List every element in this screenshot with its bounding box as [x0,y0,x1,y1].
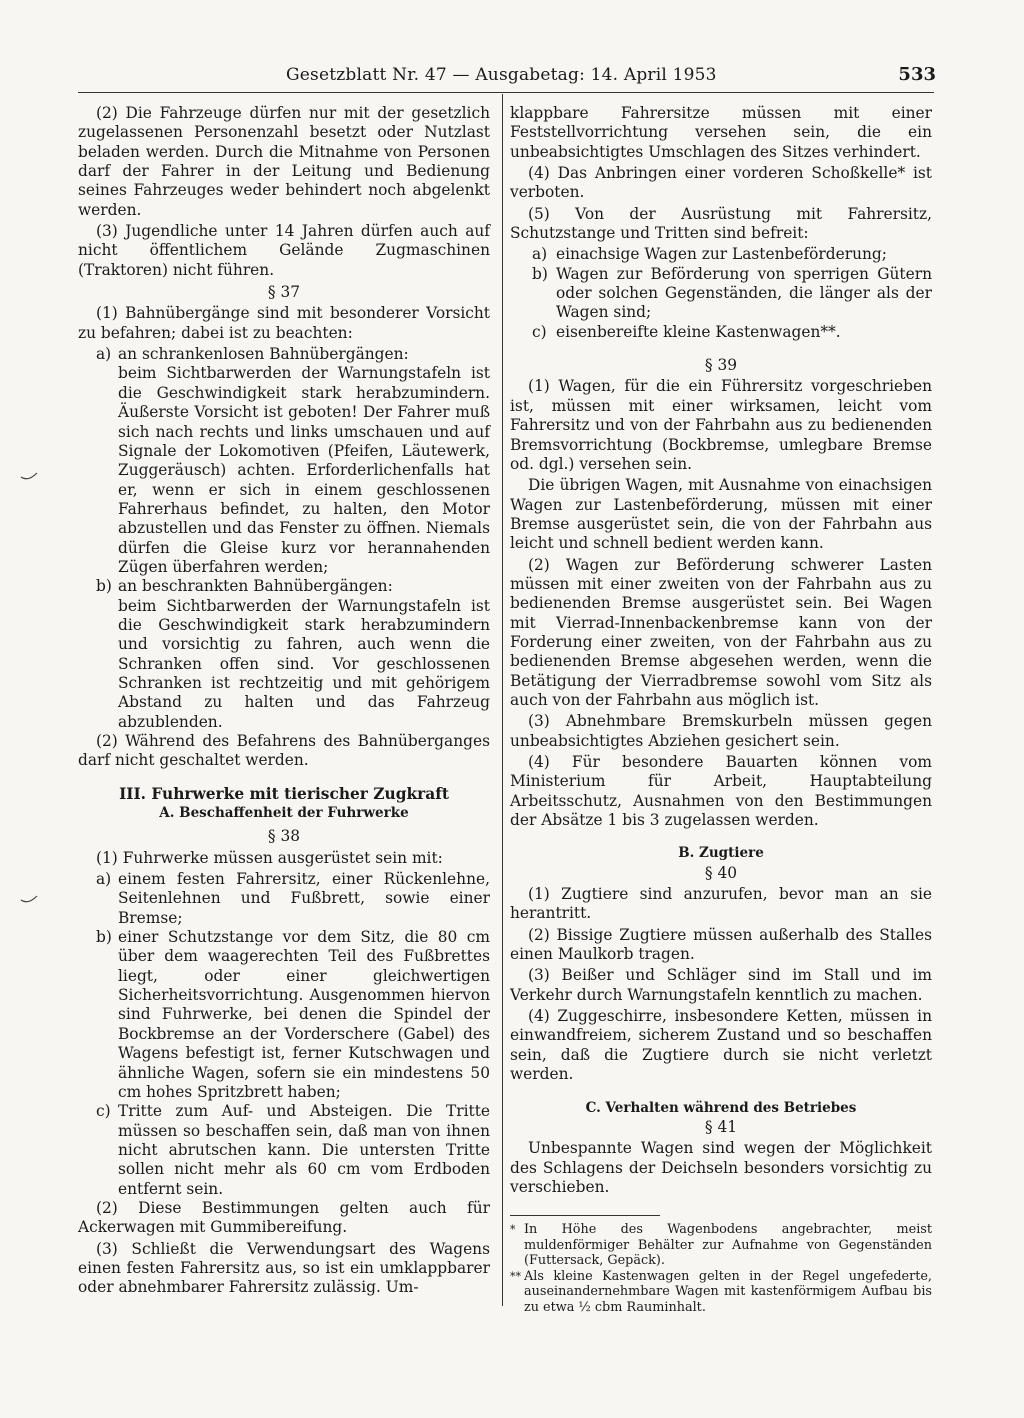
section-number: § 40 [704,863,738,882]
paragraph: klappbare Fahrersitze müssen mit einer Feststellvorrichtung versehen sein, die ein unbeabsichtigtes Umschlagen des Sitzes verhindert. [510,104,932,161]
paragraph: (1) Fuhrwerke müssen ausgerüstet sein mit: [96,848,443,867]
section-number: § 41 [704,1117,738,1136]
sub-heading: C. Verhalten während des Betriebes [585,1099,857,1116]
list-item [78,928,490,1102]
sub-heading: B. Zugtiere [678,845,764,862]
list-item [510,265,932,323]
list-lead: an beschrankten Bahnübergängen: [118,577,393,596]
list-label: c) [532,322,547,341]
footnote-text: Als kleine Kastenwagen gelten in der Regel ungefederte, auseinandernehmbare Wagen mit kastenförmigem Aufbau bis zu etwa ½ cbm Rauminhalt. [524,1268,932,1315]
paragraph: (2) Wagen zur Beförderung schwerer Lasten müssen mit einer zweiten von der Fahrbahn aus zu bedienenden Bremse ausgerüstet sein. Bei Wagen mit Vierrad-Innenbackenbremse kann von der Forderung einer zweiten, von der Fahrbahn aus zu bedienenden Bremse abgesehen werden, wenn die Betätigung der Vierradbremse sowohl vom Sitz als auch von der Fahrbahn aus möglich ist. [510,555,932,709]
list-text: einachsige Wagen zur Lastenbeförderung; [556,245,887,264]
list-item [510,245,932,264]
list-text: Wagen zur Beförderung von sperrigen Gütern oder solchen Gegenständen, die länger als der Wagen sind; [556,264,932,322]
chapter-heading: III. Fuhrwerke mit tierischer Zugkraft [119,784,449,803]
footnote-mark: * [510,1223,516,1237]
margin-check-icon [20,895,38,905]
list-text: beim Sichtbarwerden der Warnungstafeln ist die Geschwindigkeit stark herabzumindern und vorsichtig zu fahren, auch wenn die Schranken offen sind. Vor geschlossenen Schranken ist rechtzeitig und mit gehörigem Abstand zu halten und das Fahrzeug abzublenden. [118,596,490,731]
column-divider [502,94,503,1306]
list-text: beim Sichtbarwerden der Warnungstafeln ist die Geschwindigkeit stark herabzumindern. Äußerste Vorsicht ist geboten! Der Fahrer muß sich nach rechts und links umschauen und auf Signale der Lokomotiven (Pfeifen, Läutewerk, Zuggeräusch) achten. Erforderlichenfalls hat er, wenn er sich in einem geschlossenen Fahrerhaus befindet, zu halten, den Motor abzustellen und das Fenster zu öffnen. Niemals dürfen die Gleise kurz vor herannahenden Zügen überfahren werden; [118,364,490,576]
left-column [78,104,490,1300]
paragraph: (4) Das Anbringen einer vorderen Schoßkelle* ist verboten. [510,164,932,202]
footnote-rule [510,1215,660,1216]
header-rule [78,92,934,93]
list-text: einer Schutzstange vor dem Sitz, die 80 cm über dem waagerechten Teil des Fußbrettes liegt, oder einer gleichwertigen Sicherheitsvorrichtung. Ausgenommen hiervon sind Fuhrwerke, bei denen die Spindel der Bockbremse an der Vorderschere (Gabel) des Wagens befestigt ist, ferner Kutschwagen und ähnliche Wagen, sofern sie ein mindestens 50 cm hohes Spritzbrett haben; [118,928,490,1101]
list-item [510,323,932,342]
list-label: b) [532,264,548,283]
list-text: eisenbereifte kleine Kastenwagen**. [556,322,841,341]
list-text: einem festen Fahrersitz, einer Rückenlehne, Seitenlehnen und Fußbrett, sowie einer Bremse; [118,870,490,927]
section-number: § 39 [704,356,738,375]
list-label: a) [532,245,548,264]
paragraph: (3) Jugendliche unter 14 Jahren dürfen auch auf nicht öffentlichem Gelände Zugmaschinen (Traktoren) nicht führen. [78,222,490,279]
right-column [510,104,932,1315]
margin-check-icon [20,472,38,482]
paragraph: (1) Bahnübergänge sind mit besonderer Vorsicht zu befahren; dabei ist zu beachten: [78,304,490,342]
section-number: § 38 [267,827,301,846]
sub-heading: A. Beschaffenheit der Fuhrwerke [159,805,409,822]
list-label: a) [96,870,112,889]
paragraph: (2) Während des Befahrens des Bahnüberganges darf nicht geschaltet werden. [78,732,490,770]
page-number: 533 [898,64,936,85]
paragraph: (2) Die Fahrzeuge dürfen nur mit der gesetzlich zugelassenen Personenzahl besetzt oder Nutzlast beladen werden. Durch die Mitnahme von Personen darf der Fahrer in der Leitung und Bedienung seines Fahrzeuges weder behindert noch abgelenkt werden. [78,104,490,219]
list-item [78,577,490,732]
paragraph: (3) Schließt die Verwendungsart des Wagens einen festen Fahrersitz aus, so ist ein umklappbarer oder abnehmbarer Fahrersitz zulässig. Um- [78,1239,490,1297]
footnote-text: In Höhe des Wagenbodens angebrachter, meist muldenförmiger Behälter zur Aufnahme von Gegenständen (Futtersack, Gepäck). [524,1222,932,1269]
list-label: b) [96,577,112,596]
footnote-mark: ** [510,1269,521,1283]
list-label: b) [96,928,112,947]
list-label: c) [96,1102,111,1121]
list-item [78,1102,490,1199]
paragraph: (3) Beißer und Schläger sind im Stall und im Verkehr durch Warnungstafeln kenntlich zu machen. [510,966,932,1004]
paragraph: (4) Für besondere Bauarten können vom Ministerium für Arbeit, Hauptabteilung Arbeitsschutz, Ausnahmen von den Bestimmungen der Absätze 1 bis 3 zugelassen werden. [510,753,932,830]
paragraph: (1) Zugtiere sind anzurufen, bevor man an sie herantritt. [510,885,932,923]
section-number: § 37 [267,283,301,302]
paragraph: (4) Zuggeschirre, insbesondere Ketten, müssen in einwandfreiem, sicherem Zustand und so beschaffen sein, daß die Zugtiere durch sie nicht verletzt werden. [510,1007,932,1084]
list-item [78,345,490,577]
footnote [510,1222,932,1269]
header-title: Gesetzblatt Nr. 47 — Ausgabetag: 14. April 1953 [286,65,717,85]
paragraph: (5) Von der Ausrüstung mit Fahrersitz, Schutzstange und Tritten sind befreit: [510,204,932,243]
page-header [286,64,936,85]
paragraph: (3) Abnehmbare Bremskurbeln müssen gegen unbeabsichtigtes Abziehen gesichert sein. [510,712,932,750]
list-label: a) [96,345,112,364]
list-item [78,870,490,928]
paragraph: (1) Wagen, für die ein Führersitz vorgeschrieben ist, müssen mit einer wirksamen, leicht vom Fahrersitz und von der Fahrbahn aus zu bedienenden Bremsvorrichtung (Bockbremse, umlegbare Bremse od. dgl.) versehen sein. [510,377,932,473]
footnote [510,1269,932,1316]
paragraph: (2) Diese Bestimmungen gelten auch für Ackerwagen mit Gummibereifung. [78,1198,490,1237]
paragraph: (2) Bissige Zugtiere müssen außerhalb des Stalles einen Maulkorb tragen. [510,925,932,964]
list-text: Tritte zum Auf- und Absteigen. Die Tritte müssen so beschaffen sein, daß man von ihnen nicht abrutschen kann. Die untersten Tritte sollen nicht mehr als 60 cm vom Erdboden entfernt sein. [118,1102,490,1198]
paragraph: Die übrigen Wagen, mit Ausnahme von einachsigen Wagen zur Lastenbeförderung, müssen mit einer Bremse ausgerüstet sein, die von der Fahrbahn aus leicht und schnell bedient werden kann. [510,476,932,553]
list-lead: an schrankenlosen Bahnübergängen: [118,345,409,364]
paragraph: Unbespannte Wagen sind wegen der Möglichkeit des Schlagens der Deichseln besonders vorsichtig zu verschieben. [510,1139,932,1196]
